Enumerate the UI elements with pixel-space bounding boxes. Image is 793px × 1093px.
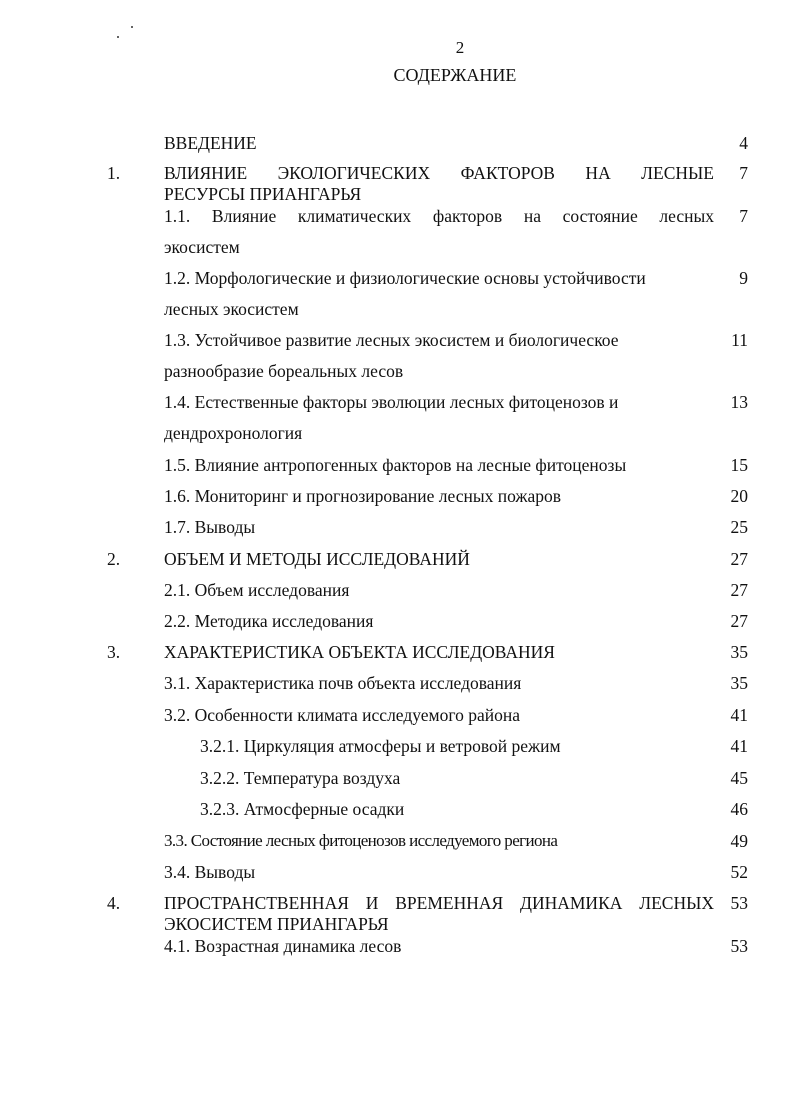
page-ref: 27 (730, 611, 748, 631)
scan-speck (131, 26, 133, 28)
entry-title-line: ВВЕДЕНИЕ (164, 133, 257, 153)
entry-title (200, 768, 714, 788)
entry-title-line: ХАРАКТЕРИСТИКА ОБЪЕКТА ИССЛЕДОВАНИЯ (164, 642, 555, 662)
entry-title-line: 1.1. Влияние климатических факторов на состояние лесных (164, 206, 714, 226)
entry-title (164, 163, 714, 204)
page-ref: 7 (739, 206, 748, 226)
page-ref: 15 (730, 455, 748, 475)
entry-title-line: 4.1. Возрастная динамика лесов (164, 936, 402, 956)
entry-title-line: лесных экосистем (164, 299, 299, 319)
page-ref: 35 (730, 642, 748, 662)
entry-title-line: ПРОСТРАНСТВЕННАЯ И ВРЕМЕННАЯ ДИНАМИКА ЛЕСНЫХ (164, 893, 714, 913)
entry-title-line: 2.1. Объем исследования (164, 580, 350, 600)
section-number: 2. (107, 549, 121, 569)
entry-title-line: 1.2. Морфологические и физиологические основы устойчивости (164, 268, 646, 288)
toc-title: СОДЕРЖАНИЕ (393, 65, 517, 85)
entry-title-line: 3.2. Особенности климата исследуемого района (164, 705, 520, 725)
entry-title (164, 705, 714, 725)
entry-title (164, 268, 714, 319)
page-ref: 41 (730, 705, 748, 725)
entry-title (164, 673, 714, 693)
page-ref: 53 (730, 936, 748, 956)
entry-title-line: экосистем (164, 237, 240, 257)
entry-title (164, 392, 714, 443)
page-ref: 49 (730, 831, 748, 851)
entry-title (164, 893, 714, 934)
entry-title (200, 799, 714, 819)
section-number: 4. (107, 893, 121, 913)
page-number: 2 (455, 38, 465, 57)
entry-title (164, 580, 714, 600)
entry-title-line: 3.2.2. Температура воздуха (200, 768, 401, 788)
page-ref: 25 (730, 517, 748, 537)
entry-title (164, 455, 714, 475)
entry-title (164, 611, 714, 631)
entry-title-line: РЕСУРСЫ ПРИАНГАРЬЯ (164, 184, 362, 204)
page-ref: 7 (739, 163, 748, 183)
entry-title-line: 2.2. Методика исследования (164, 611, 374, 631)
page-ref: 53 (730, 893, 748, 913)
entry-title-line: 3.1. Характеристика почв объекта исследования (164, 673, 522, 693)
page-ref: 46 (730, 799, 748, 819)
entry-title-line: 1.7. Выводы (164, 517, 256, 537)
entry-title-line: 1.5. Влияние антропогенных факторов на лесные фитоценозы (164, 455, 627, 475)
entry-title (164, 206, 714, 257)
section-number: 1. (107, 163, 121, 183)
page-ref: 9 (739, 268, 748, 288)
entry-title (164, 936, 714, 956)
entry-title (200, 736, 714, 756)
page-ref: 27 (730, 549, 748, 569)
entry-title (164, 549, 714, 569)
page-ref: 11 (731, 330, 748, 350)
page-ref: 20 (730, 486, 748, 506)
page-ref: 41 (730, 736, 748, 756)
entry-title-line: 1.3. Устойчивое развитие лесных экосистем и биологическое (164, 330, 619, 350)
entry-title (164, 486, 714, 506)
page-ref: 45 (730, 768, 748, 788)
page-ref: 13 (730, 392, 748, 412)
page-ref: 52 (730, 862, 748, 882)
entry-title (164, 862, 714, 882)
scan-speck (117, 36, 119, 38)
entry-title (164, 831, 714, 851)
entry-title-line: 1.4. Естественные факторы эволюции лесных фитоценозов и (164, 392, 619, 412)
entry-title (164, 133, 714, 153)
section-number: 3. (107, 642, 121, 662)
entry-title-line: 3.2.1. Циркуляция атмосферы и ветровой режим (200, 736, 561, 756)
page-ref: 27 (730, 580, 748, 600)
entry-title-line: дендрохронология (164, 423, 303, 443)
entry-title-line: ОБЪЕМ И МЕТОДЫ ИССЛЕДОВАНИЙ (164, 549, 470, 569)
entry-title (164, 642, 714, 662)
entry-title-line: 3.3. Состояние лесных фитоценозов исследуемого региона (164, 831, 558, 850)
entry-title-line: 3.2.3. Атмосферные осадки (200, 799, 405, 819)
entry-title (164, 330, 714, 381)
page-ref: 35 (730, 673, 748, 693)
entry-title-line: разнообразие бореальных лесов (164, 361, 404, 381)
entry-title (164, 517, 714, 537)
entry-title-line: 1.6. Мониторинг и прогнозирование лесных пожаров (164, 486, 562, 506)
entry-title-line: 3.4. Выводы (164, 862, 256, 882)
entry-title-line: ВЛИЯНИЕ ЭКОЛОГИЧЕСКИХ ФАКТОРОВ НА ЛЕСНЫЕ (164, 163, 714, 183)
page-ref: 4 (739, 133, 748, 153)
entry-title-line: ЭКОСИСТЕМ ПРИАНГАРЬЯ (164, 914, 389, 934)
